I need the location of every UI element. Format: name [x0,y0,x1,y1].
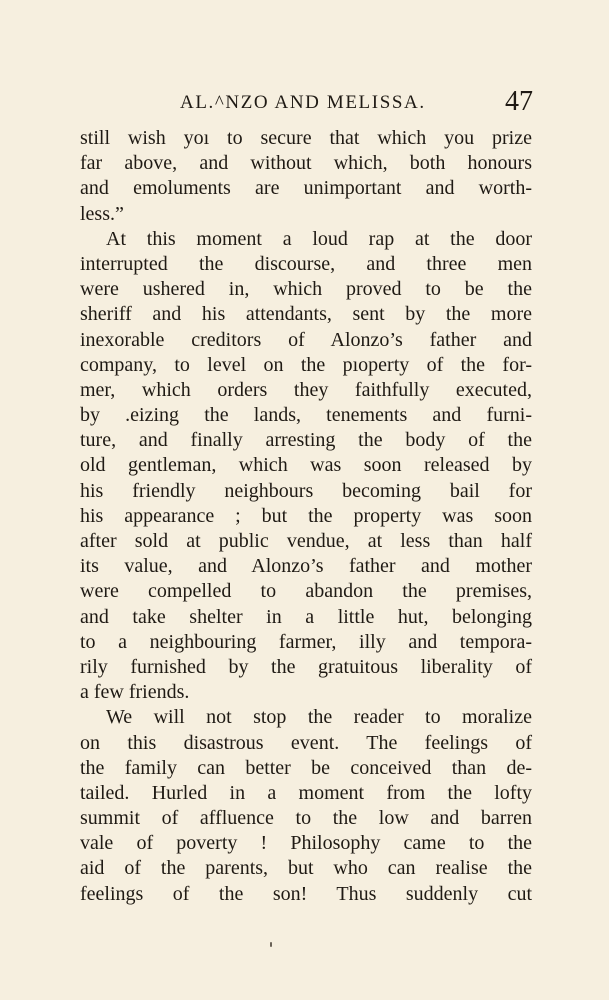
text-line: interrupted the discourse, and three men [80,252,532,275]
text-line: ture, and finally arresting the body of the [80,429,532,452]
text-line: a few friends. [80,681,190,704]
text-line: mer, which orders they faithfully executed, [80,378,532,401]
text-line: far above, and without which, both honours [80,152,532,175]
text-line: sheriff and his attendants, sent by the more [80,303,532,326]
text-line: summit of affluence to the low and barren [80,807,532,830]
text-line: company, to level on the pıoperty of the for- [80,353,532,376]
text-line: by .eizing the lands, tenements and furni- [80,404,532,427]
text-line: and take shelter in a little hut, belonging [80,605,532,628]
text-line: on this disastrous event. The feelings of [80,731,532,754]
running-head-title: AL.^NZO AND MELISSA. [180,92,426,113]
text-line: tailed. Hurled in a moment from the lofty [80,781,532,804]
text-line: his appearance ; but the property was soon [80,504,532,527]
page-number: 47 [505,86,533,117]
text-line: feelings of the son! Thus suddenly cut [80,882,532,905]
text-line: to a neighbouring farmer, illy and tempora- [80,630,532,653]
text-line: were compelled to abandon the premises, [80,580,532,603]
text-line: its value, and Alonzo’s father and mother [80,555,532,578]
text-line: inexorable creditors of Alonzo’s father and [80,328,532,351]
text-line: his friendly neighbours becoming bail for [80,479,532,502]
paragraph-first-line: At this moment a loud rap at the door [106,227,532,250]
text-line: aid of the parents, but who can realise the [80,857,532,880]
text-line: less.” [80,202,124,225]
text-line: still wish yoı to secure that which you prize [80,127,532,149]
body-text [80,126,532,907]
paragraph-first-line: We will not stop the reader to moralize [106,706,532,729]
text-line: and emoluments are unimportant and worth- [80,177,532,200]
text-line: old gentleman, which was soon released by [80,454,532,477]
text-line: after sold at public vendue, at less than half [80,530,532,552]
text-line: rily furnished by the gratuitous liberality of [80,655,532,678]
text-line: vale of poverty ! Philosophy came to the [80,832,532,855]
text-line: were ushered in, which proved to be the [80,278,532,301]
text-line: the family can better be conceived than de- [80,756,532,779]
ink-speck [270,942,272,947]
